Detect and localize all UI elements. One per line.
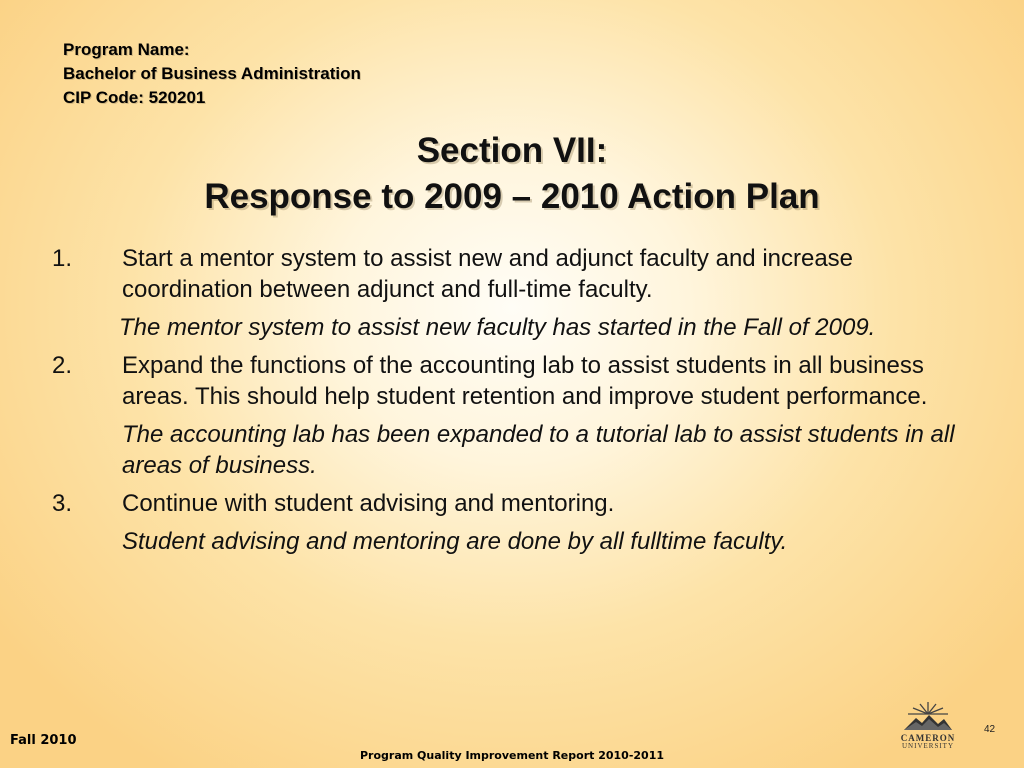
university-logo: [896, 700, 960, 750]
item-response: The accounting lab has been expanded to a tutorial lab to assist students in all areas of business.: [122, 421, 955, 479]
sun-mountain-logo-icon: [902, 700, 954, 734]
list-item: [52, 488, 972, 557]
item-text: Expand the functions of the accounting lab to assist students in all business areas. This should help student retention and improve student performance.: [122, 352, 928, 410]
title-line-1: Section VII:: [416, 131, 608, 170]
list-item: [52, 350, 972, 481]
cip-code: CIP Code: 520201: [63, 88, 206, 107]
program-label: Program Name:: [63, 40, 190, 59]
page-number: 42: [984, 724, 996, 735]
logo-text-university: UNIVERSITY: [902, 742, 954, 750]
list-item: [52, 243, 972, 343]
item-number: 1.: [52, 245, 73, 272]
item-response: The mentor system to assist new faculty has started in the Fall of 2009.: [119, 314, 876, 341]
logo-text-cameron: CAMERON: [900, 733, 956, 743]
item-response: Student advising and mentoring are done by all fulltime faculty.: [122, 528, 788, 555]
item-number: 3.: [52, 490, 73, 517]
slide-title: [0, 128, 1024, 220]
title-line-2: Response to 2009 – 2010 Action Plan: [204, 177, 820, 216]
footer-date: Fall 2010: [10, 733, 77, 748]
program-info: [63, 38, 361, 110]
footer-report-title: Program Quality Improvement Report 2010-2011: [359, 749, 664, 762]
action-plan-list: [52, 243, 972, 564]
program-name: Bachelor of Business Administration: [63, 64, 361, 83]
item-text: Start a mentor system to assist new and adjunct faculty and increase coordination between adjunct and full-time faculty.: [122, 245, 854, 303]
item-text: Continue with student advising and mentoring.: [122, 490, 615, 517]
item-number: 2.: [52, 352, 73, 379]
